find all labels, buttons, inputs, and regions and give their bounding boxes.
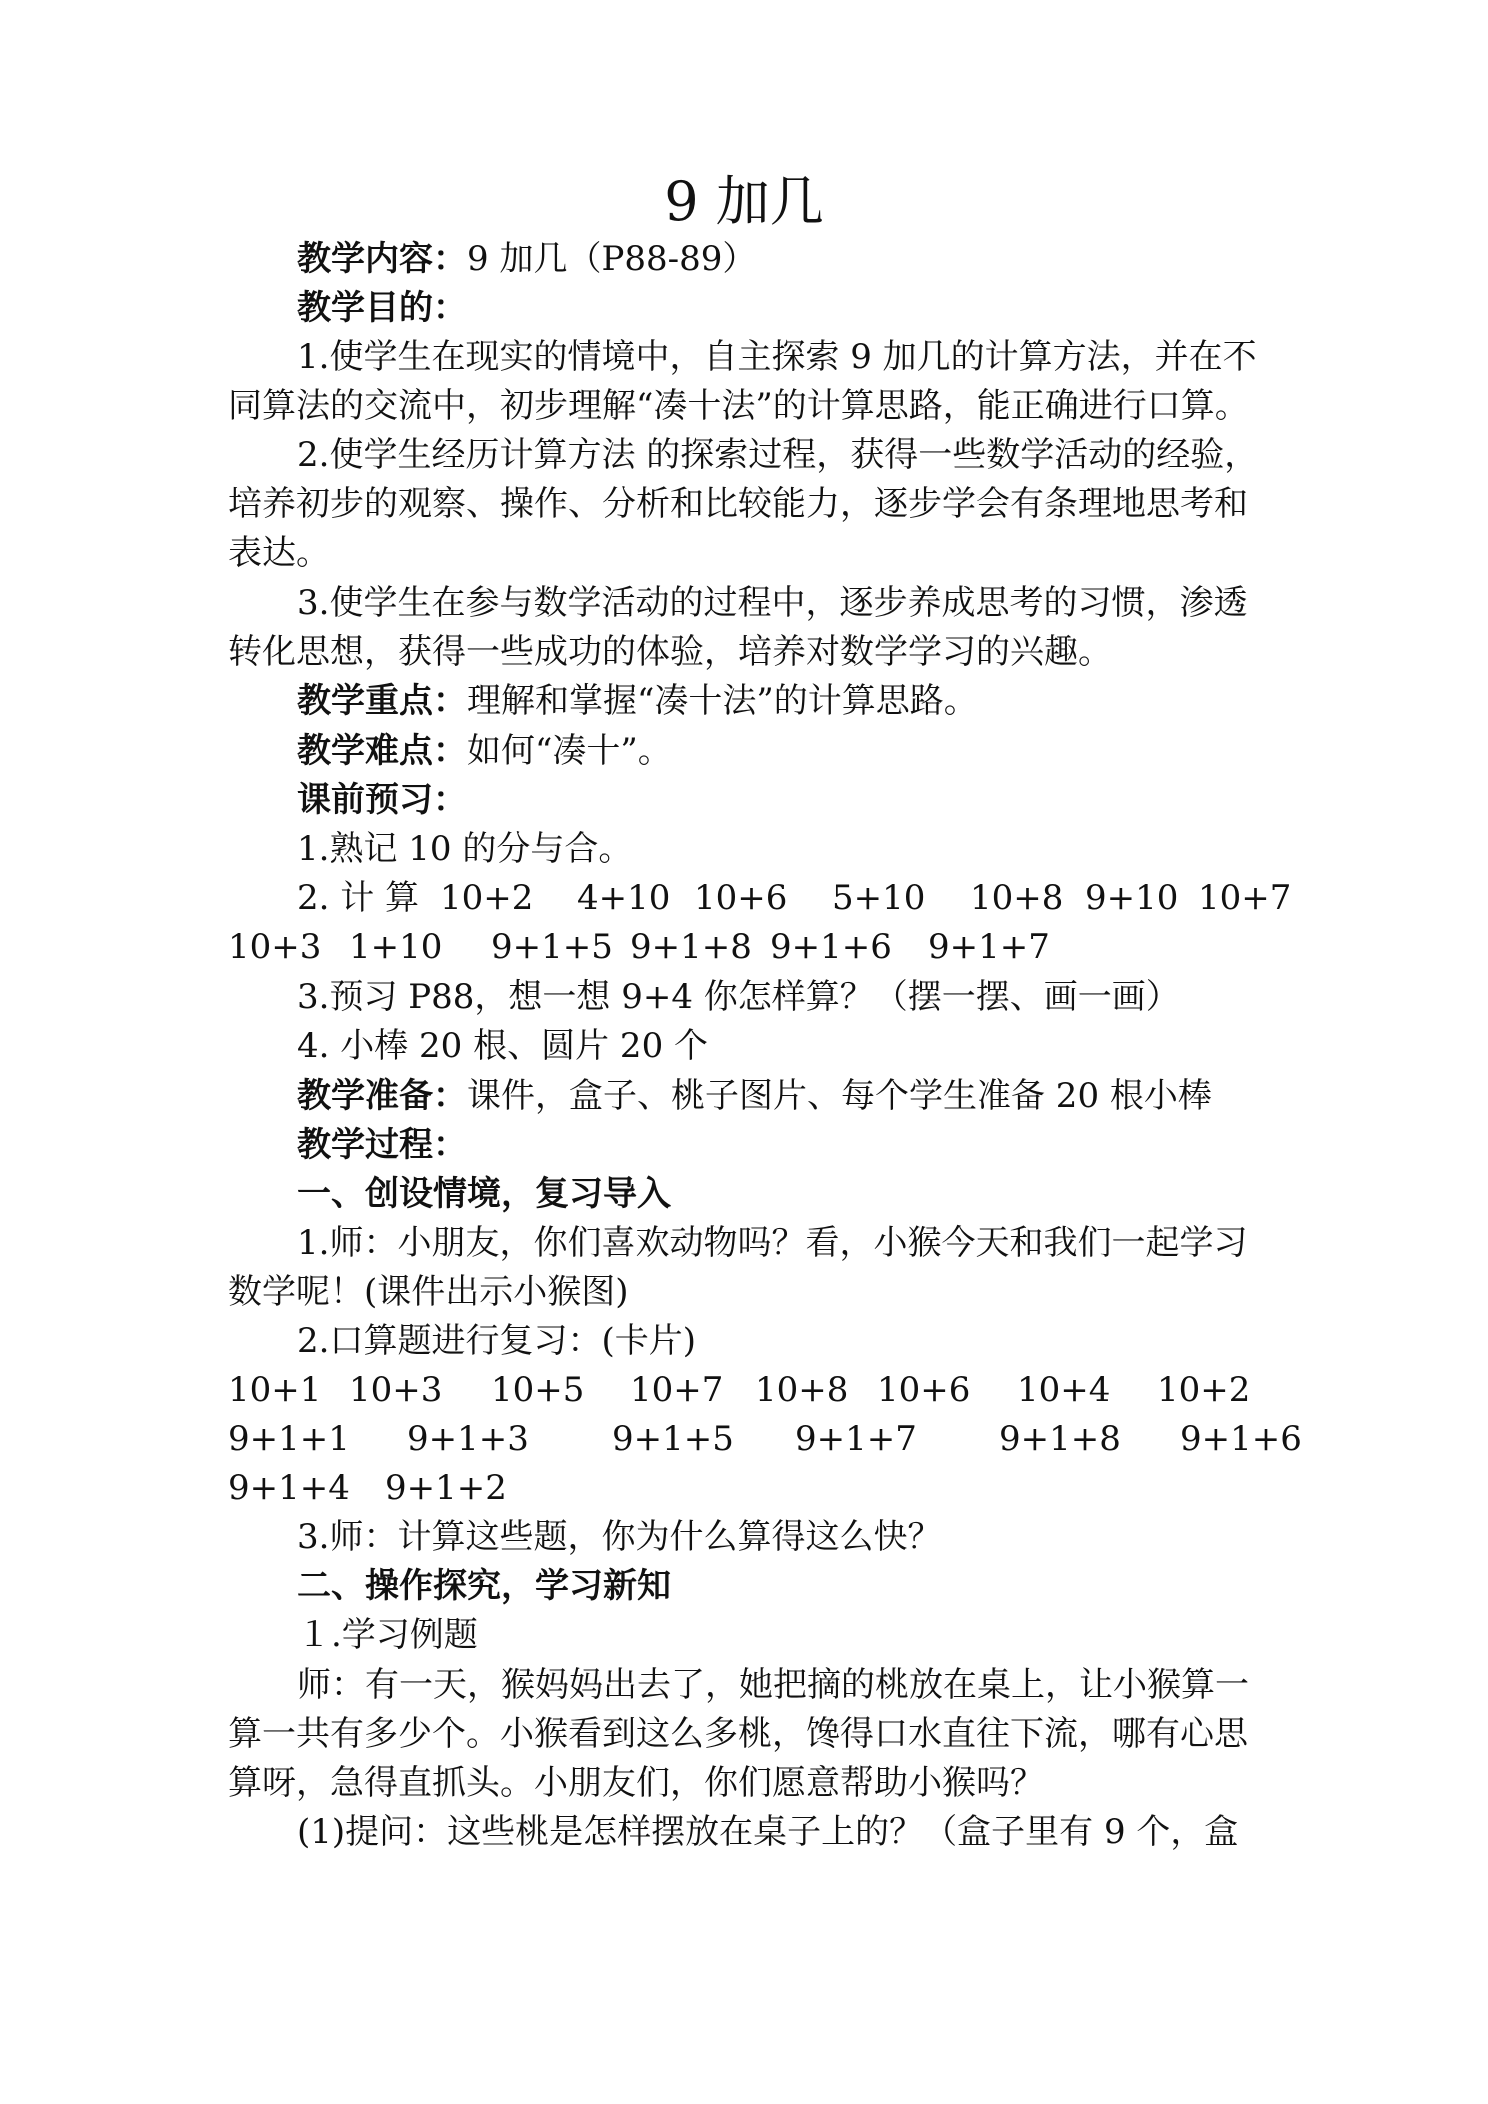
preview-item-4: 4. 小棒 20 根、圆片 20 个	[297, 1026, 709, 1066]
preview-item-1: 1.熟记 10 的分与合。	[297, 829, 633, 869]
process-label: 教学过程：	[297, 1125, 467, 1165]
key-point-line	[297, 680, 978, 722]
oral-calc-token: 9+1+5	[612, 1419, 734, 1459]
document-title: 9 加几	[664, 170, 824, 233]
calc-token: 9+1+8	[630, 927, 752, 967]
oral-calc-token: 9+1+1	[228, 1419, 350, 1459]
teaching-purpose-label: 教学目的：	[297, 288, 467, 328]
oral-calc-token: 10+4	[1017, 1370, 1111, 1410]
oral-calc-token: 10+2	[1157, 1370, 1251, 1410]
oral-calc-token: 10+3	[349, 1370, 443, 1410]
calc-token: 9+1+5	[491, 927, 613, 967]
section-1-item-1-line1: 1.师：小朋友，你们喜欢动物吗？看，小猴今天和我们一起学习	[297, 1223, 1248, 1263]
oral-calc-token: 10+5	[491, 1370, 585, 1410]
section-2-heading: 二、操作探究，学习新知	[297, 1566, 671, 1606]
section-1-item-1-line2: 数学呢！(课件出示小猴图)	[228, 1272, 629, 1312]
prep-line	[297, 1075, 1212, 1117]
purpose-p3-line1: 3.使学生在参与数学活动的过程中，逐步养成思考的习惯，渗透	[297, 583, 1248, 623]
calc-token: 5+10	[832, 878, 926, 918]
purpose-p2-line1: 2.使学生经历计算方法 的探索过程，获得一些数学活动的经验，	[297, 435, 1259, 475]
difficulty-label: 教学难点：	[297, 731, 467, 771]
calc-token: 9+10	[1085, 878, 1179, 918]
oral-calc-token: 9+1+7	[795, 1419, 917, 1459]
teaching-content-label: 教学内容：	[297, 239, 467, 279]
teaching-content-line	[297, 238, 756, 280]
purpose-p2-line3: 表达。	[228, 533, 330, 573]
oral-calc-token: 9+1+4	[228, 1468, 350, 1508]
calc-token: 4+10	[577, 878, 671, 918]
purpose-p2-line2: 培养初步的观察、操作、分析和比较能力，逐步学会有条理地思考和	[228, 484, 1248, 524]
oral-calc-token: 9+1+3	[407, 1419, 529, 1459]
oral-calc-token: 9+1+2	[385, 1468, 507, 1508]
difficulty-text: 如何“凑十”。	[467, 731, 672, 771]
section-1-heading: 一、创设情境，复习导入	[297, 1174, 671, 1214]
oral-calc-token: 10+8	[755, 1370, 849, 1410]
preview-item-2-label: 2. 计 算	[297, 878, 420, 918]
section-1-item-2: 2.口算题进行复习：(卡片)	[297, 1321, 696, 1361]
oral-calc-token: 9+1+6	[1180, 1419, 1302, 1459]
calc-token: 10+6	[694, 878, 788, 918]
difficulty-line	[297, 730, 672, 772]
story-line1: 师：有一天，猴妈妈出去了，她把摘的桃放在桌上，让小猴算一	[297, 1665, 1249, 1705]
calc-token: 9+1+6	[770, 927, 892, 967]
teaching-content-text: 9 加几（P88-89）	[467, 239, 757, 279]
calc-token: 10+3	[228, 927, 322, 967]
calc-token: 10+8	[970, 878, 1064, 918]
question-1-line: (1)提问：这些桃是怎样摆放在桌子上的？（盒子里有 9 个，盒	[297, 1812, 1239, 1852]
purpose-p1-line1: 1.使学生在现实的情境中，自主探索 9 加几的计算方法，并在不	[297, 337, 1257, 377]
oral-calc-token: 10+7	[630, 1370, 724, 1410]
section-1-item-3: 3.师：计算这些题，你为什么算得这么快？	[297, 1517, 942, 1557]
purpose-p3-line2: 转化思想，获得一些成功的体验，培养对数学学习的兴趣。	[228, 632, 1112, 672]
prep-text: 课件，盒子、桃子图片、每个学生准备 20 根小棒	[467, 1076, 1212, 1116]
calc-token: 10+2	[440, 878, 534, 918]
calc-token: 1+10	[349, 927, 443, 967]
oral-calc-token: 9+1+8	[999, 1419, 1121, 1459]
prep-label: 教学准备：	[297, 1076, 467, 1116]
oral-calc-token: 10+1	[228, 1370, 322, 1410]
purpose-p1-line2: 同算法的交流中，初步理解“凑十法”的计算思路，能正确进行口算。	[228, 386, 1249, 426]
oral-calc-token: 10+6	[877, 1370, 971, 1410]
calc-token: 9+1+7	[928, 927, 1050, 967]
preview-label: 课前预习：	[297, 780, 467, 820]
key-point-text: 理解和掌握“凑十法”的计算思路。	[467, 681, 978, 721]
preview-item-3: 3.预习 P88，想一想 9+4 你怎样算？（摆一摆、画一画）	[297, 977, 1180, 1017]
story-line3: 算呀，急得直抓头。小朋友们，你们愿意帮助小猴吗？	[228, 1763, 1044, 1803]
story-line2: 算一共有多少个。小猴看到这么多桃，馋得口水直往下流，哪有心思	[228, 1714, 1248, 1754]
key-point-label: 教学重点：	[297, 681, 467, 721]
calc-token: 10+7	[1198, 878, 1292, 918]
section-2-sub-1: １.学习例题	[297, 1615, 478, 1655]
